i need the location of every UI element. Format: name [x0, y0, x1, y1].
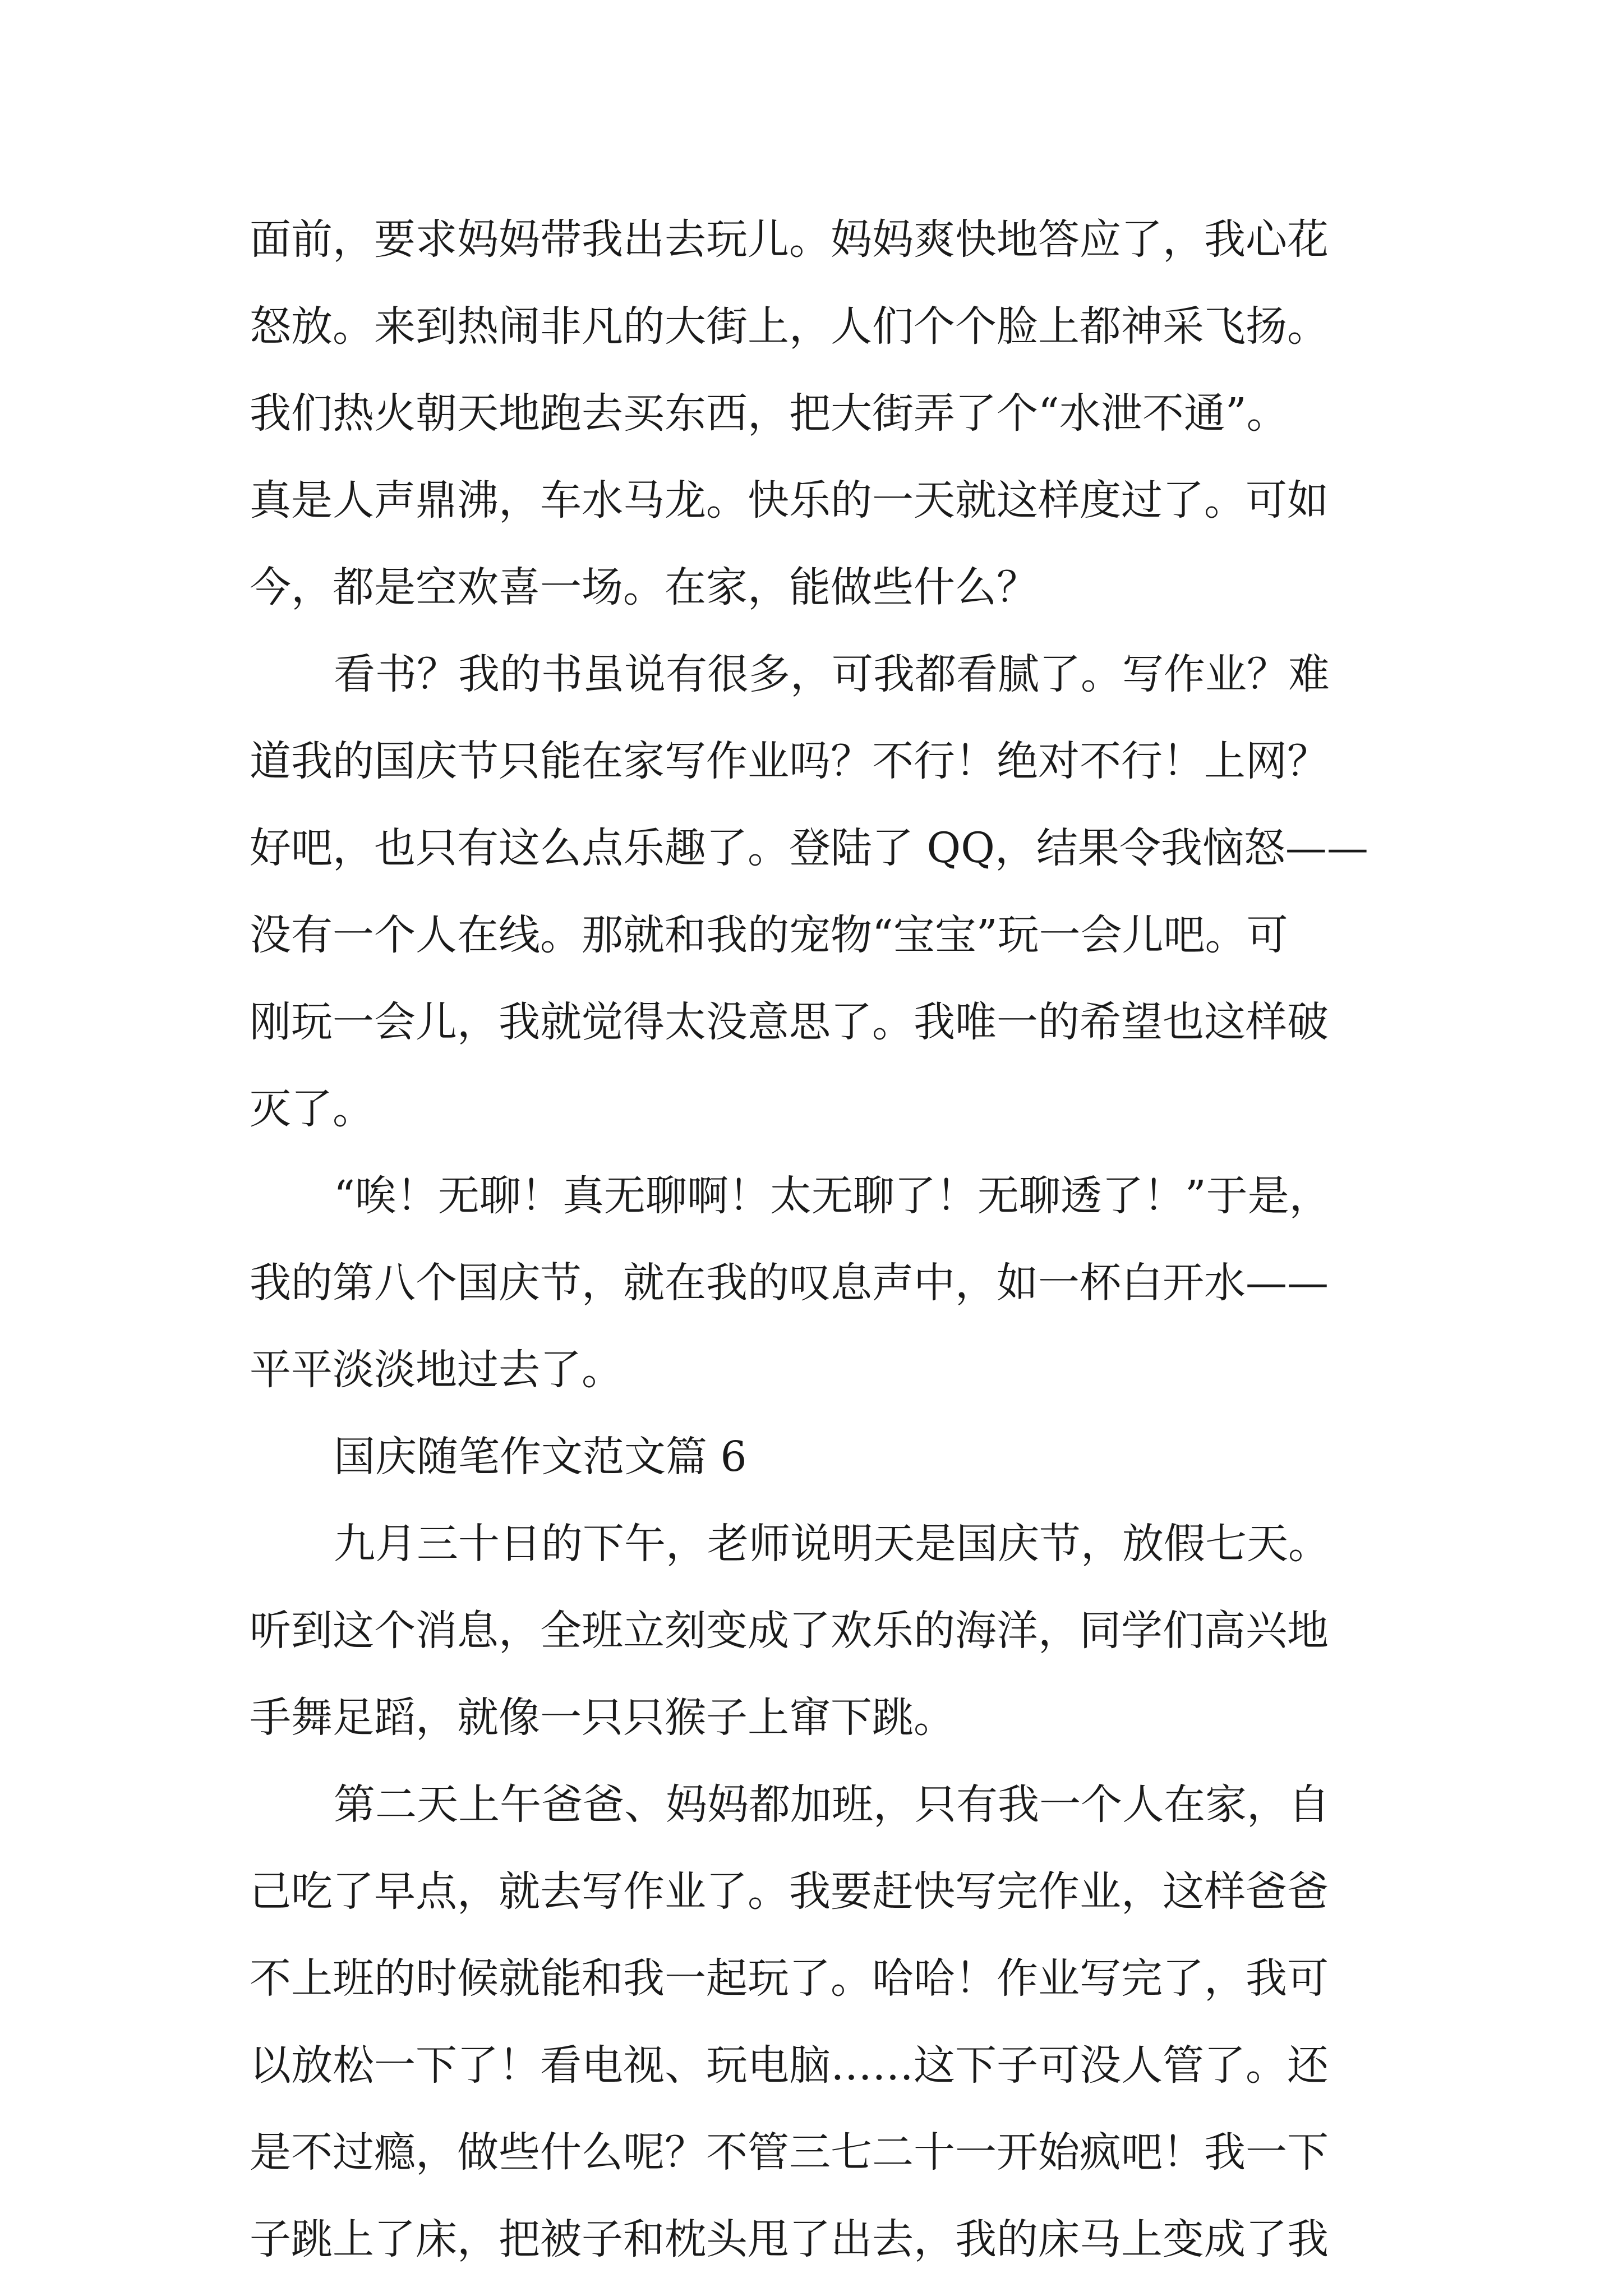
text-line: 我们热火朝天地跑去买东西，把大街弄了个“水泄不通”。	[250, 389, 1288, 438]
paragraph-start-line: “唉！无聊！真无聊啊！太无聊了！无聊透了！”于是，	[334, 1172, 1331, 1220]
body-text	[250, 196, 1427, 2283]
text-line: 今，都是空欢喜一场。在家，能做些什么？	[250, 563, 1038, 611]
text-line: 没有一个人在线。那就和我的宠物“宝宝”玩一会儿吧。可	[250, 911, 1288, 959]
text-line: 是不过瘾，做些什么呢？不管三七二十一开始疯吧！我一下	[250, 2128, 1329, 2177]
text-line: 听到这个消息，全班立刻变成了欢乐的海洋，同学们高兴地	[250, 1607, 1329, 1655]
text-line: 真是人声鼎沸，车水马龙。快乐的一天就这样度过了。可如	[250, 476, 1329, 524]
text-line: 子跳上了床，把被子和枕头甩了出去，我的床马上变成了我	[250, 2215, 1329, 2263]
text-line: 我的第八个国庆节，就在我的叹息声中，如一杯白开水——	[250, 1259, 1329, 1307]
text-line: 好吧，也只有这么点乐趣了。登陆了 QQ，结果令我恼怒——	[250, 824, 1368, 872]
text-line: 以放松一下了！看电视、玩电脑……这下子可没人管了。还	[250, 2041, 1329, 2090]
text-line: 面前，要求妈妈带我出去玩儿。妈妈爽快地答应了，我心花	[250, 215, 1329, 264]
paragraph-start-line: 看书？我的书虽说有很多，可我都看腻了。写作业？难	[334, 650, 1330, 698]
text-line: 道我的国庆节只能在家写作业吗？不行！绝对不行！上网？	[250, 737, 1329, 785]
text-line: 不上班的时候就能和我一起玩了。哈哈！作业写完了，我可	[250, 1954, 1329, 2003]
text-line: 手舞足蹈，就像一只只猴子上窜下跳。	[250, 1694, 955, 1742]
paragraph-start-line: 九月三十日的下午，老师说明天是国庆节，放假七天。	[334, 1520, 1330, 1568]
text-line: 平平淡淡地过去了。	[250, 1346, 623, 1394]
text-line: 己吃了早点，就去写作业了。我要赶快写完作业，这样爸爸	[250, 1867, 1329, 1916]
paragraph-start-line: 第二天上午爸爸、妈妈都加班，只有我一个人在家，自	[334, 1780, 1330, 1829]
text-line: 怒放。来到热闹非凡的大街上，人们个个脸上都神采飞扬。	[250, 302, 1329, 351]
text-line: 灭了。	[250, 1085, 374, 1133]
text-line: 刚玩一会儿，我就觉得太没意思了。我唯一的希望也这样破	[250, 998, 1329, 1046]
section-heading: 国庆随笔作文范文篇 6	[334, 1433, 747, 1481]
